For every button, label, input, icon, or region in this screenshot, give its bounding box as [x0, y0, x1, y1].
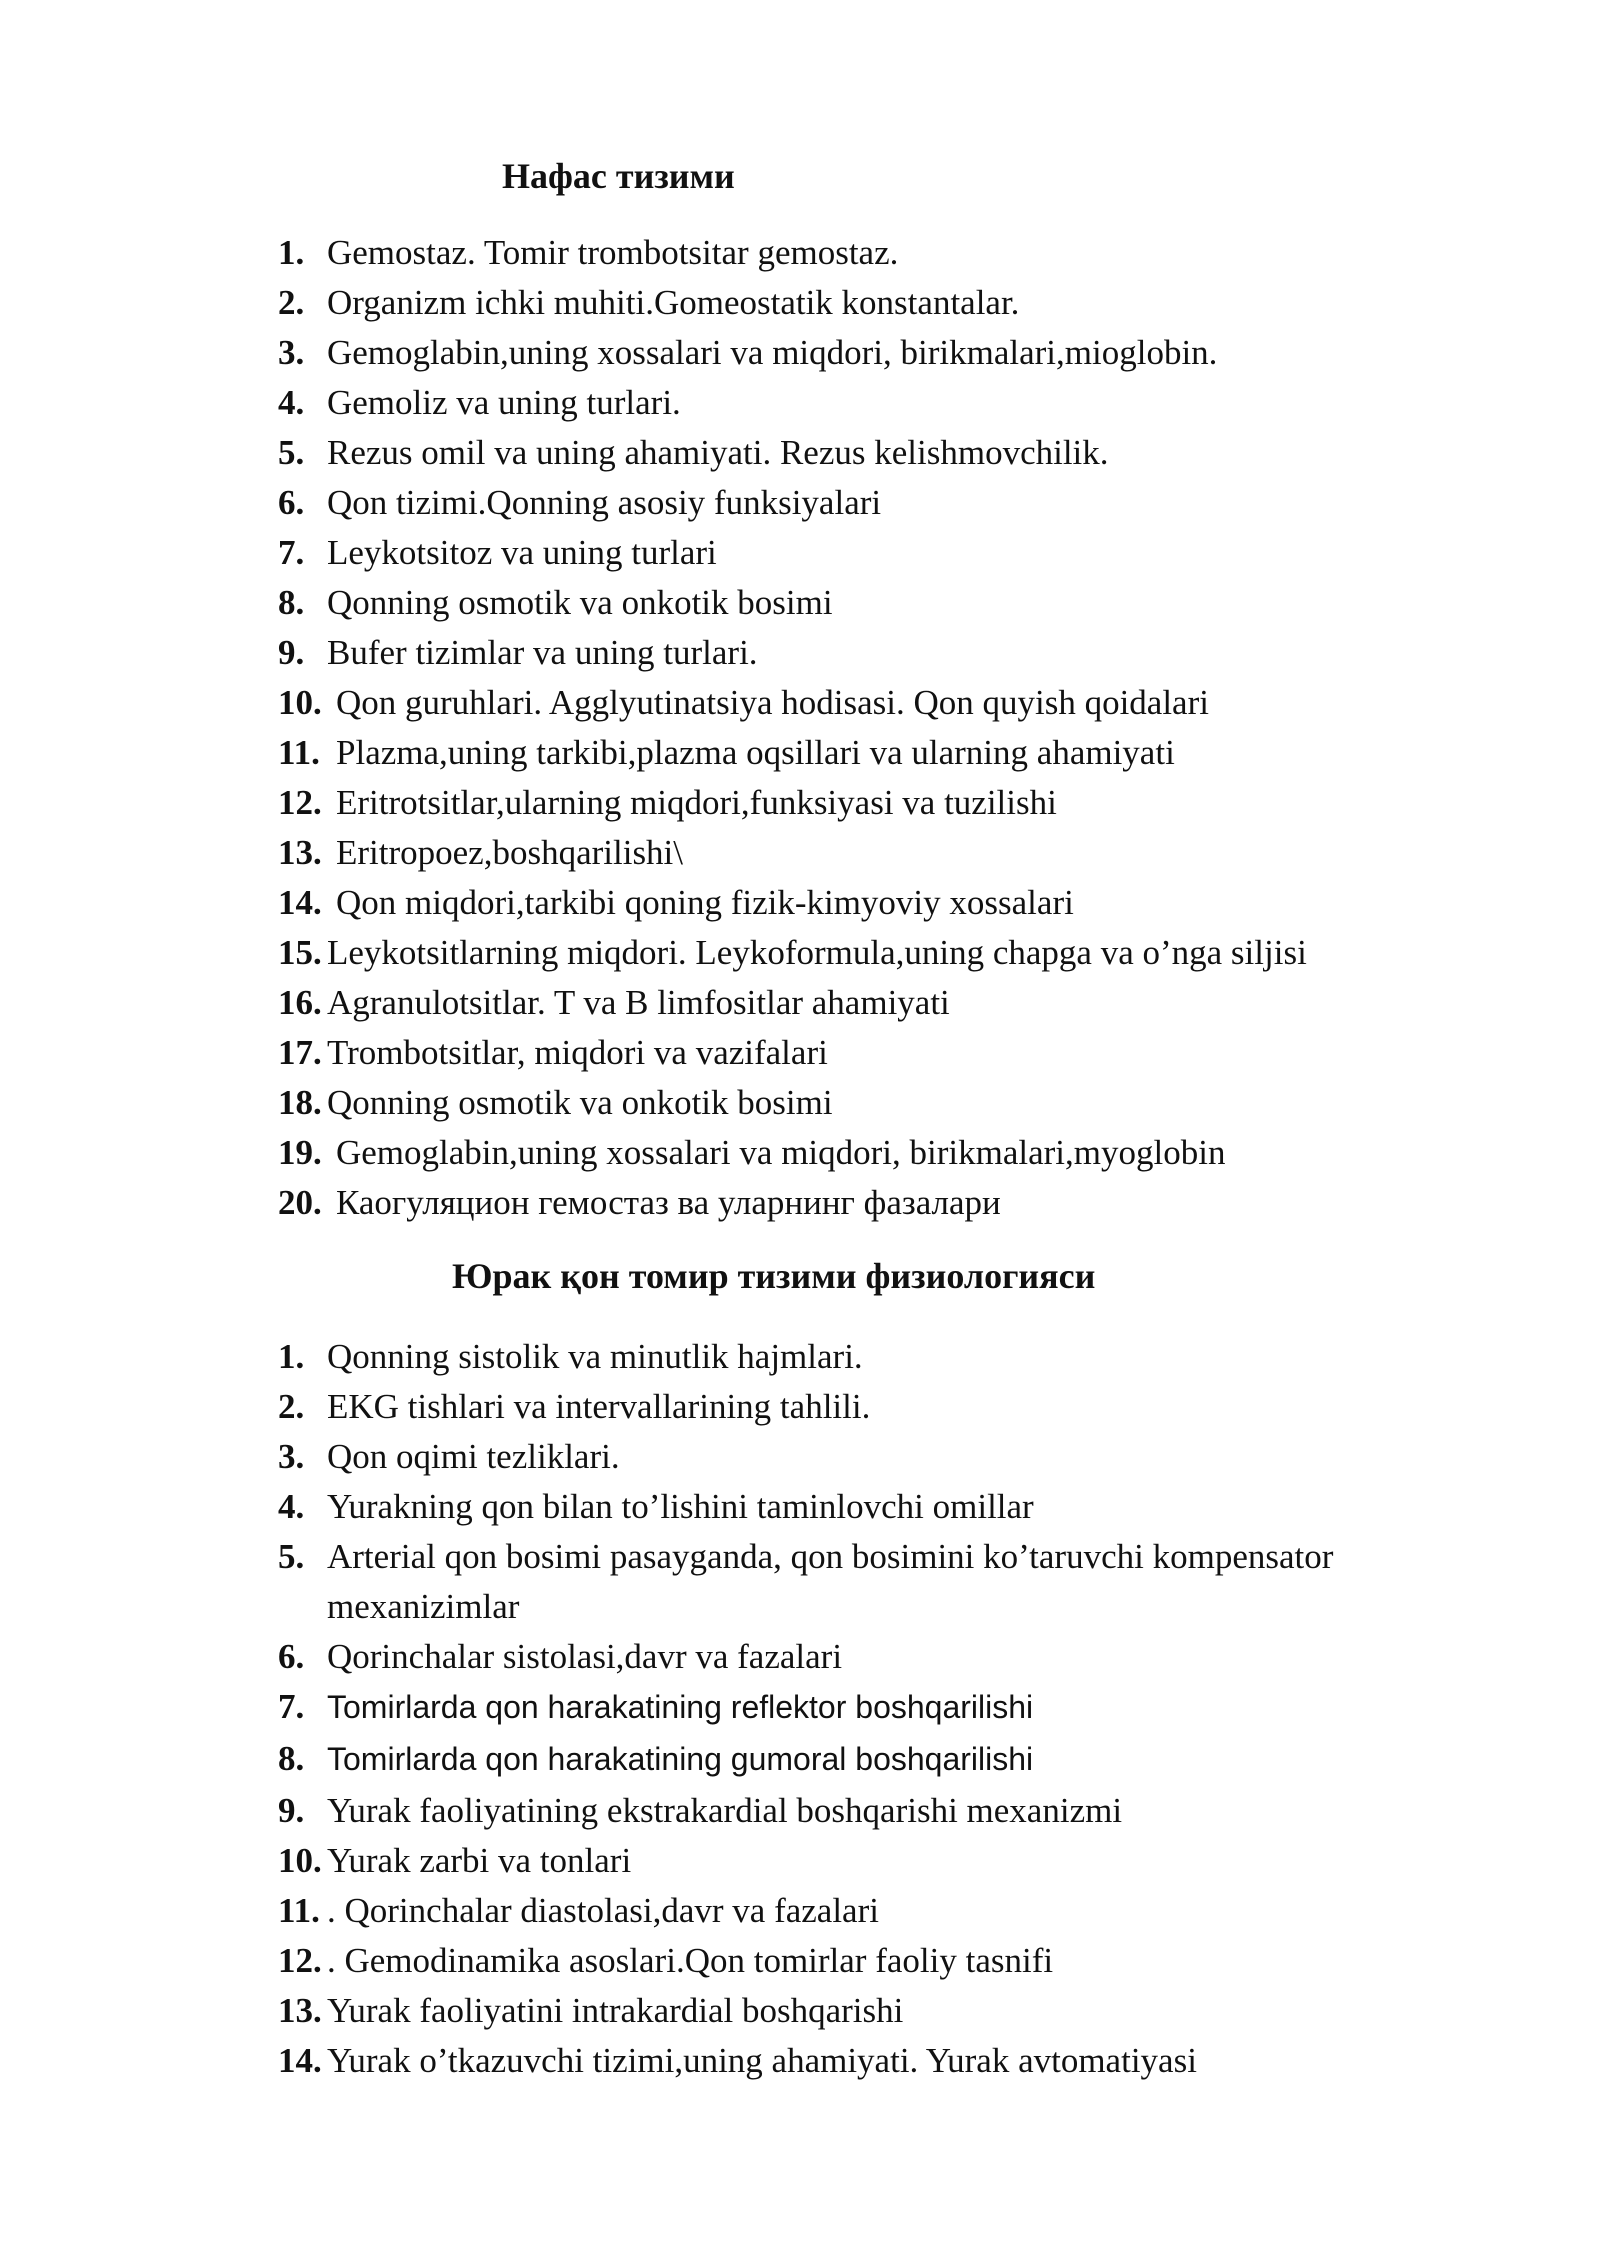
- item-number: 12.: [278, 1941, 322, 1980]
- list-item: [278, 1886, 1477, 1936]
- list-item: [278, 628, 1307, 678]
- item-text: Yurak faoliyatining ekstrakardial boshqarishi mexanizmi: [327, 1791, 1123, 1830]
- item-number: 17.: [278, 1033, 322, 1072]
- item-text: Tomirlarda qon harakatining reflektor boshqarilishi: [327, 1689, 1034, 1725]
- item-text: Arterial qon bosimi pasayganda, qon bosimini ko’taruvchi kompensator mexanizimlar: [327, 1537, 1334, 1626]
- item-number: 8.: [278, 583, 305, 622]
- item-number: 10.: [278, 1841, 322, 1880]
- item-number: 18.: [278, 1083, 322, 1122]
- item-number: 9.: [278, 1791, 305, 1830]
- item-text: Gemoglabin,uning xossalari va miqdori, birikmalari,myoglobin: [336, 1133, 1226, 1172]
- item-text: Qon guruhlari. Agglyutinatsiya hodisasi. Qon quyish qoidalari: [336, 683, 1209, 722]
- list-item: [278, 228, 1307, 278]
- item-text: Yurak faoliyatini intrakardial boshqarishi: [327, 1991, 904, 2030]
- item-number: 6.: [278, 1637, 305, 1676]
- list-item: [278, 578, 1307, 628]
- item-text: EKG tishlari va intervallarining tahlili.: [327, 1387, 871, 1426]
- list-item: [278, 1682, 1477, 1732]
- list-item: [278, 1836, 1477, 1886]
- item-text: Gemostaz. Tomir trombotsitar gemostaz.: [327, 233, 899, 272]
- list-item: [278, 2036, 1477, 2086]
- item-number: 14.: [278, 883, 322, 922]
- item-text: Yurak zarbi va tonlari: [327, 1841, 632, 1880]
- item-text: Qon miqdori,tarkibi qoning fizik-kimyoviy xossalari: [336, 883, 1074, 922]
- list-item: [278, 728, 1307, 778]
- item-number: 2.: [278, 283, 305, 322]
- item-text: Leykotsitlarning miqdori. Leykoformula,uning chapga va o’nga siljisi: [327, 933, 1307, 972]
- list-item: [278, 1128, 1307, 1178]
- item-text: Eritrotsitlar,ularning miqdori,funksiyasi va tuzilishi: [336, 783, 1057, 822]
- item-text: Bufer tizimlar va uning turlari.: [327, 633, 758, 672]
- item-number: 3.: [278, 333, 305, 372]
- item-text: Qon tizimi.Qonning asosiy funksiyalari: [327, 483, 882, 522]
- list-item: [278, 328, 1307, 378]
- item-text: Yurak o’tkazuvchi tizimi,uning ahamiyati. Yurak avtomatiyasi: [327, 2041, 1197, 2080]
- item-number: 16.: [278, 983, 322, 1022]
- item-text: Agranulotsitlar. T va B limfositlar ahamiyati: [327, 983, 950, 1022]
- item-number: 7.: [278, 1687, 305, 1726]
- item-number: 19.: [278, 1133, 322, 1172]
- item-number: 12.: [278, 783, 322, 822]
- list-item: [278, 1632, 1477, 1682]
- question-list-cardiovascular: [278, 1332, 1477, 2086]
- item-number: 5.: [278, 1537, 305, 1576]
- list-item: [278, 1986, 1477, 2036]
- item-number: 15.: [278, 933, 322, 972]
- item-number: 6.: [278, 483, 305, 522]
- item-text: Yurakning qon bilan to’lishini taminlovchi omillar: [327, 1487, 1034, 1526]
- item-number: 10.: [278, 683, 322, 722]
- list-item: [278, 1028, 1307, 1078]
- item-number: 13.: [278, 833, 322, 872]
- list-item: [278, 1432, 1477, 1482]
- list-item: [278, 478, 1307, 528]
- item-text: . Qorinchalar diastolasi,davr va fazalari: [327, 1891, 879, 1930]
- list-item: [278, 928, 1307, 978]
- item-number: 1.: [278, 1337, 305, 1376]
- item-text: Leykotsitoz va uning turlari: [327, 533, 717, 572]
- list-item: [278, 528, 1307, 578]
- item-number: 13.: [278, 1991, 322, 2030]
- item-number: 8.: [278, 1739, 305, 1778]
- item-text: Qonning sistolik va minutlik hajmlari.: [327, 1337, 863, 1376]
- item-number: 7.: [278, 533, 305, 572]
- item-text: Eritropoez,boshqarilishi\: [336, 833, 684, 872]
- list-item: [278, 878, 1307, 928]
- list-item: [278, 828, 1307, 878]
- list-item: [278, 1382, 1477, 1432]
- item-number: 11.: [278, 1891, 320, 1930]
- item-number: 14.: [278, 2041, 322, 2080]
- item-text: Qonning osmotik va onkotik bosimi: [327, 583, 833, 622]
- item-text: Tomirlarda qon harakatining gumoral boshqarilishi: [327, 1741, 1034, 1777]
- item-text: Qonning osmotik va onkotik bosimi: [327, 1083, 833, 1122]
- list-item: [278, 1786, 1477, 1836]
- item-text: Rezus omil va uning ahamiyati. Rezus kelishmovchilik.: [327, 433, 1109, 472]
- item-number: 4.: [278, 1487, 305, 1526]
- item-number: 3.: [278, 1437, 305, 1476]
- item-number: 4.: [278, 383, 305, 422]
- item-text: Каогуляцион гемостаз ва уларнинг фазалари: [336, 1183, 1001, 1222]
- item-number: 5.: [278, 433, 305, 472]
- list-item: [278, 1732, 1477, 1786]
- question-list-respiratory: [278, 228, 1307, 1228]
- item-number: 20.: [278, 1183, 322, 1222]
- list-item: [278, 678, 1307, 728]
- list-item: [278, 978, 1307, 1028]
- item-text: Gemoliz va uning turlari.: [327, 383, 681, 422]
- list-item: [278, 1936, 1477, 1986]
- item-text: Trombotsitlar, miqdori va vazifalari: [327, 1033, 828, 1072]
- list-item: [278, 778, 1307, 828]
- list-item: [278, 428, 1307, 478]
- list-item: [278, 278, 1307, 328]
- item-number: 2.: [278, 1387, 305, 1426]
- item-text: Qon oqimi tezliklari.: [327, 1437, 620, 1476]
- item-text: Organizm ichki muhiti.Gomeostatik konstantalar.: [327, 283, 1020, 322]
- item-text: Gemoglabin,uning xossalari va miqdori, birikmalari,mioglobin.: [327, 333, 1218, 372]
- item-text: Qorinchalar sistolasi,davr va fazalari: [327, 1637, 843, 1676]
- section-title-respiratory-system: Нафас тизими: [502, 156, 735, 196]
- list-item: [278, 378, 1307, 428]
- item-number: 9.: [278, 633, 305, 672]
- item-text: . Gemodinamika asoslari.Qon tomirlar faoliy tasnifi: [327, 1941, 1054, 1980]
- list-item: [278, 1532, 1477, 1632]
- list-item: [278, 1178, 1307, 1228]
- list-item: [278, 1482, 1477, 1532]
- list-item: [278, 1332, 1477, 1382]
- item-text: Plazma,uning tarkibi,plazma oqsillari va ularning ahamiyati: [336, 733, 1175, 772]
- item-number: 11.: [278, 733, 320, 772]
- item-number: 1.: [278, 233, 305, 272]
- section-title-cardiovascular-system: Юрак қон томир тизими физиологияси: [452, 1256, 1096, 1296]
- list-item: [278, 1078, 1307, 1128]
